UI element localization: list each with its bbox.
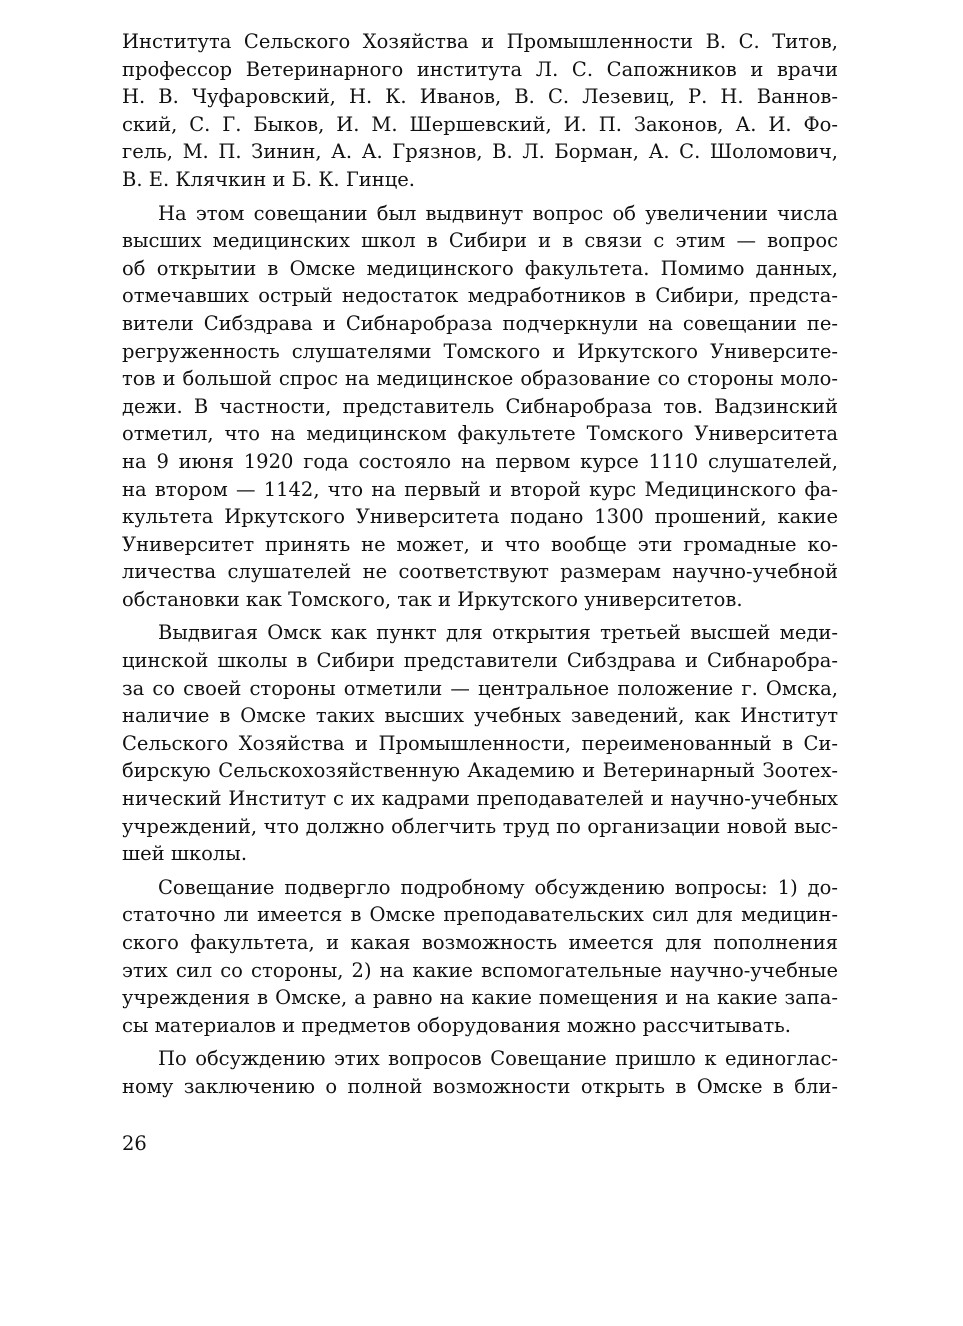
text-line: Совещание подвергло подробному обсуждению вопросы: 1) до-: [158, 875, 838, 899]
text-line: нический Институт с их кадрами преподавателей и научно-учебных: [122, 787, 838, 811]
text-line: наличие в Омске таких высших учебных заведений, как Институт: [122, 704, 838, 728]
text-line: учреждений, что должно облегчить труд по организации новой выс-: [122, 814, 838, 838]
text-line: Университет принять не может, и что вообще эти громадные ко-: [122, 532, 838, 556]
text-line: сы материалов и предметов оборудования можно рассчитывать.: [122, 1013, 791, 1037]
text-line: отмечавших острый недостаток медработников в Сибири, предста-: [122, 284, 838, 308]
text-line: статочно ли имеется в Омске преподавательских сил для медицин-: [122, 903, 838, 927]
text-line: на 9 июня 1920 года состояло на первом курсе 1110 слушателей,: [122, 449, 838, 473]
text-line: На этом совещании был выдвинут вопрос об увеличении числа: [158, 201, 838, 225]
paragraph: [122, 619, 838, 867]
text-line: ского факультета, и какая возможность имеется для пополнения: [122, 931, 838, 954]
paragraph: [122, 1045, 838, 1100]
page-body: [122, 28, 838, 1101]
text-line: дежи. В частности, представитель Сибнаробраза тов. Вадзинский: [122, 394, 838, 418]
text-line: учреждения в Омске, а равно на какие помещения и на какие запа-: [122, 986, 838, 1010]
text-line: за со своей стороны отметили — центральное положение г. Омска,: [122, 676, 838, 700]
text-line: вители Сибздрава и Сибнаробраза подчеркнули на совещании пе-: [122, 311, 838, 335]
paragraph: [122, 874, 838, 1040]
text-line: Н. В. Чуфаровский, Н. К. Иванов, В. С. Лезевиц, Р. Н. Ваннов-: [122, 85, 838, 109]
page-number: 26: [122, 1132, 147, 1155]
text-line: на втором — 1142, что на первый и второй курс Медицинского фа-: [122, 477, 838, 501]
text-line: профессор Ветеринарного института Л. С. Сапожников и врачи: [122, 57, 838, 81]
text-line: об открытии в Омске медицинского факультета. Помимо данных,: [122, 256, 838, 280]
text-line: Выдвигая Омск как пункт для открытия третьей высшей меди-: [158, 621, 838, 645]
text-line: шей школы.: [122, 842, 248, 866]
text-line: культета Иркутского Университета подано 1300 прошений, какие: [122, 505, 838, 529]
text-line: этих сил со стороны, 2) на какие вспомогательные научно-учебные: [122, 958, 838, 982]
paragraph: [122, 28, 838, 194]
paragraph: [122, 200, 838, 614]
text-line: цинской школы в Сибири представители Сибздрава и Сибнаробра-: [122, 649, 838, 673]
text-line: обстановки как Томского, так и Иркутского университетов.: [122, 587, 743, 611]
text-line: Института Сельского Хозяйства и Промышленности В. С. Титов,: [122, 30, 838, 53]
text-line: высших медицинских школ в Сибири и в связи с этим — вопрос: [122, 229, 838, 253]
text-line: По обсуждению этих вопросов Совещание пришло к единоглас-: [158, 1047, 838, 1071]
text-line: Сельского Хозяйства и Промышленности, переименованный в Си-: [122, 731, 838, 755]
text-line: тов и большой спрос на медицинское образование со стороны моло-: [122, 367, 838, 391]
text-line: В. Е. Клячкин и Б. К. Гинце.: [122, 167, 416, 191]
text-line: ному заключению о полной возможности открыть в Омске в бли-: [122, 1074, 838, 1098]
text-line: отметил, что на медицинском факультете Томского Университета: [122, 422, 838, 446]
text-line: личества слушателей не соответствуют размерам научно-учебной: [122, 560, 838, 584]
text-line: гель, М. П. Зинин, А. А. Грязнов, В. Л. Борман, А. С. Шоломович,: [122, 140, 838, 164]
text-line: бирскую Сельскохозяйственную Академию и Ветеринарный Зоотех-: [122, 759, 838, 783]
text-line: ский, С. Г. Быков, И. М. Шершевский, И. П. Законов, А. И. Фо-: [122, 112, 838, 136]
text-line: регруженность слушателями Томского и Иркутского Университе-: [122, 339, 838, 363]
